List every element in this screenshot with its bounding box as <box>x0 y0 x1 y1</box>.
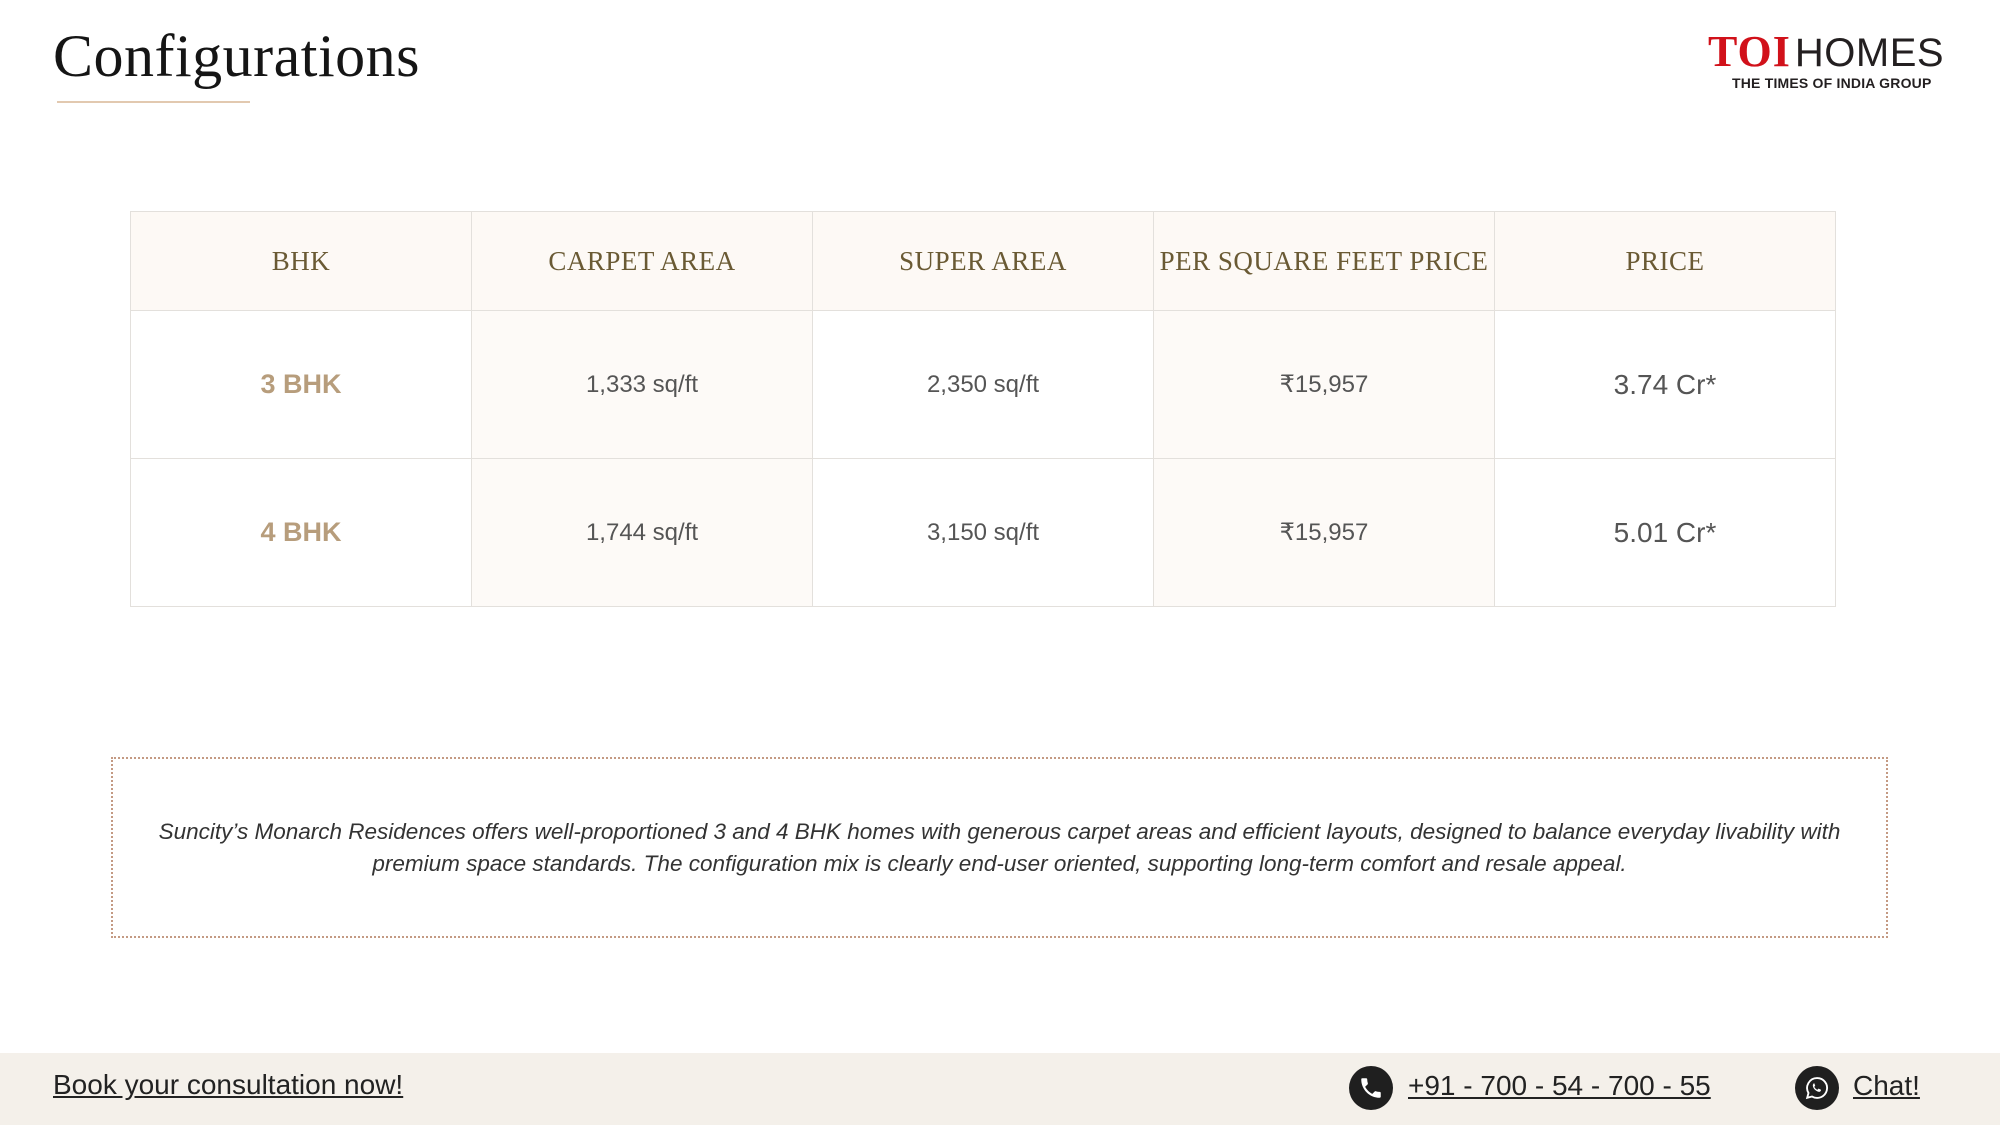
logo-homes-text: HOMES <box>1794 31 1945 75</box>
footer-bar <box>0 1053 2000 1125</box>
cell-price: 3.74 Cr* <box>1495 311 1836 459</box>
cell-super-area: 3,150 sq/ft <box>813 459 1154 607</box>
description-box <box>111 757 1888 938</box>
toi-homes-logo <box>1708 26 1968 91</box>
title-underline <box>57 101 250 103</box>
header-price: PRICE <box>1495 212 1836 311</box>
book-consultation-link[interactable]: Book your consultation now! <box>53 1069 404 1100</box>
phone-number-link[interactable]: +91 - 700 - 54 - 700 - 55 <box>1408 1070 1711 1101</box>
cell-per-sqft-price: ₹15,957 <box>1154 311 1495 459</box>
cell-super-area: 2,350 sq/ft <box>813 311 1154 459</box>
cell-carpet-area: 1,744 sq/ft <box>472 459 813 607</box>
cell-bhk: 4 BHK <box>131 459 472 607</box>
logo-toi-text: TOI <box>1708 27 1791 76</box>
cell-per-sqft-price: ₹15,957 <box>1154 459 1495 607</box>
page-title: Configurations <box>53 23 420 89</box>
table-row <box>131 459 1836 607</box>
cell-carpet-area: 1,333 sq/ft <box>472 311 813 459</box>
header-bhk: BHK <box>131 212 472 311</box>
header-carpet-area: CARPET AREA <box>472 212 813 311</box>
logo-tagline: THE TIMES OF INDIA GROUP <box>1732 75 1932 91</box>
chat-link[interactable]: Chat! <box>1853 1070 1920 1101</box>
description-text: Suncity’s Monarch Residences offers well-proportioned 3 and 4 BHK homes with generous carpet areas and efficient layouts, designed to balance everyday livability with premium space standards. The configuration mix is clearly end-user oriented, supporting long-term comfort and resale appeal. <box>158 818 1841 876</box>
header-per-sqft-price: PER SQUARE FEET PRICE <box>1154 212 1495 311</box>
table-row <box>131 311 1836 459</box>
cell-price: 5.01 Cr* <box>1495 459 1836 607</box>
logo-wordmark <box>1708 26 1968 77</box>
header-super-area: SUPER AREA <box>813 212 1154 311</box>
configurations-table <box>130 211 1836 607</box>
table-header-row <box>131 212 1836 311</box>
phone-icon[interactable] <box>1349 1066 1393 1110</box>
whatsapp-icon[interactable] <box>1795 1066 1839 1110</box>
cell-bhk: 3 BHK <box>131 311 472 459</box>
